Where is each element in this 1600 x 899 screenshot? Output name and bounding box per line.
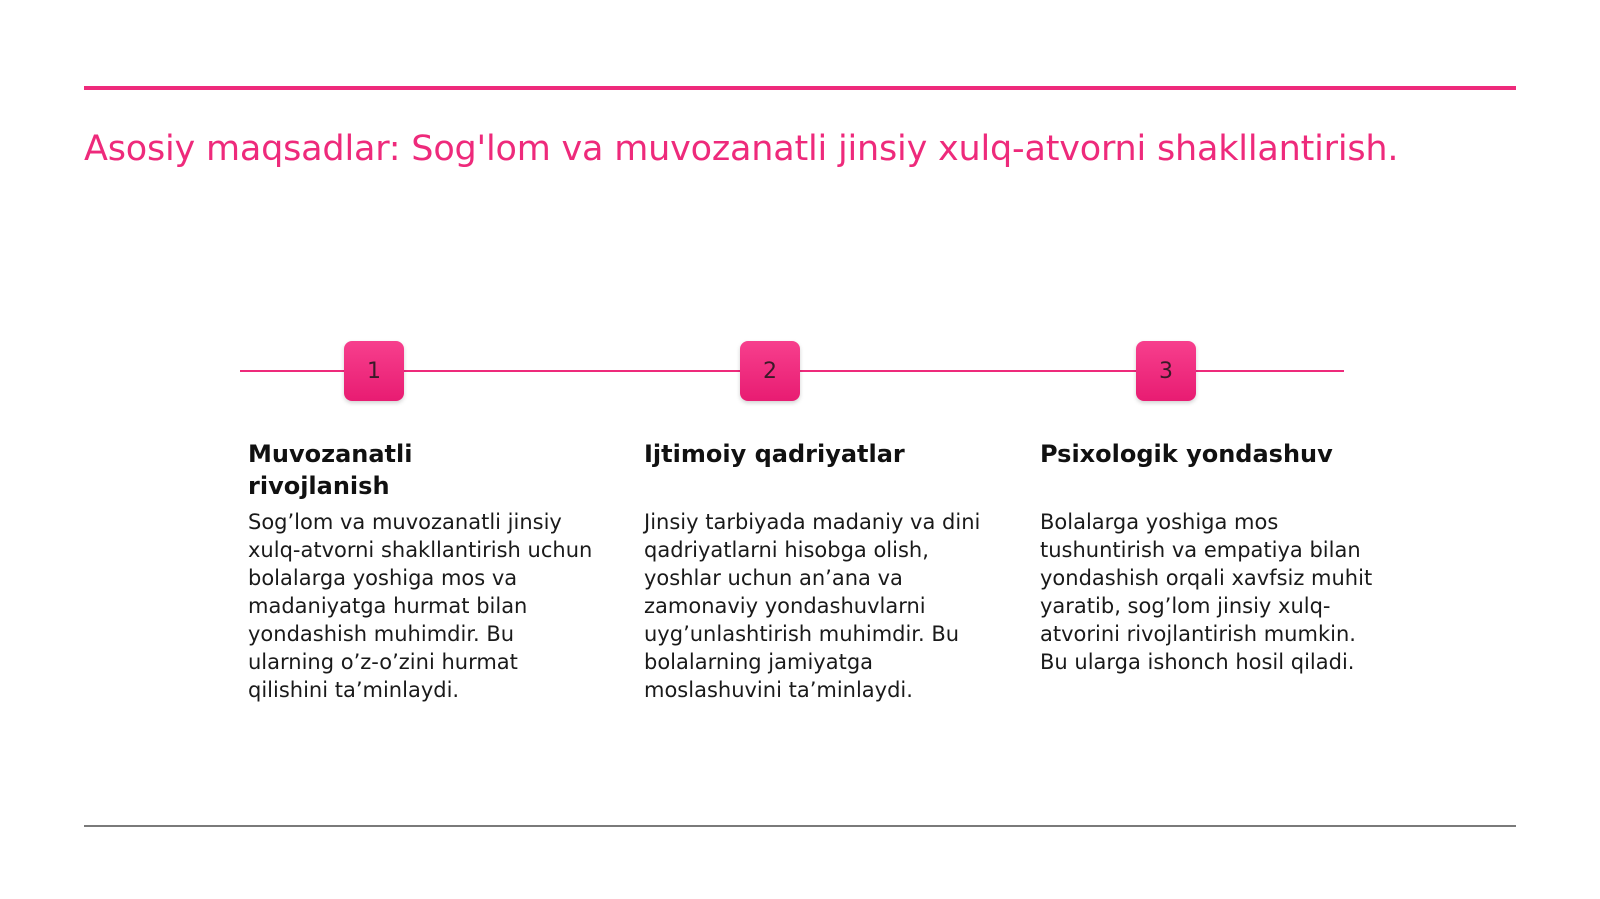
title-accent-rule	[84, 86, 1516, 90]
step-description: Bolalarga yoshiga mos tushuntirish va empatiya bilan yondashish orqali xavfsiz muhit yaratib, sog’lom jinsiy xulq-atvorini rivojlantirish mumkin. Bu ularga ishonch hosil qiladi.	[1040, 510, 1373, 674]
footer-divider	[84, 825, 1516, 827]
slide-title: Asosiy maqsadlar: Sog'lom va muvozanatli jinsiy xulq-atvorni shakllantirish.	[84, 129, 1399, 169]
step-description: Sog’lom va muvozanatli jinsiy xulq-atvorni shakllantirish uchun bolalarga yoshiga mos va madaniyatga hurmat bilan yondashish muhimdir. Bu ularning o’z-o’zini hurmat qilishini ta’minlaydi.	[248, 510, 593, 702]
step-badge-3: 3	[1136, 341, 1196, 401]
step-badge-2: 2	[740, 341, 800, 401]
step-heading: Muvozanatli rivojlanish	[248, 440, 413, 500]
step-heading: Ijtimoiy qadriyatlar	[644, 440, 905, 468]
step-column-3	[1040, 438, 1385, 676]
step-description: Jinsiy tarbiyada madaniy va dini qadriyatlarni hisobga olish, yoshlar uchun an’ana va zamonaviy yondashuvlarni uyg’unlashtirish muhimdir. Bu bolalarning jamiyatga moslashuvini ta’minlaydi.	[644, 510, 981, 702]
step-column-2	[644, 438, 984, 704]
step-column-1	[248, 438, 593, 704]
step-heading: Psixologik yondashuv	[1040, 440, 1333, 468]
step-badge-1: 1	[344, 341, 404, 401]
